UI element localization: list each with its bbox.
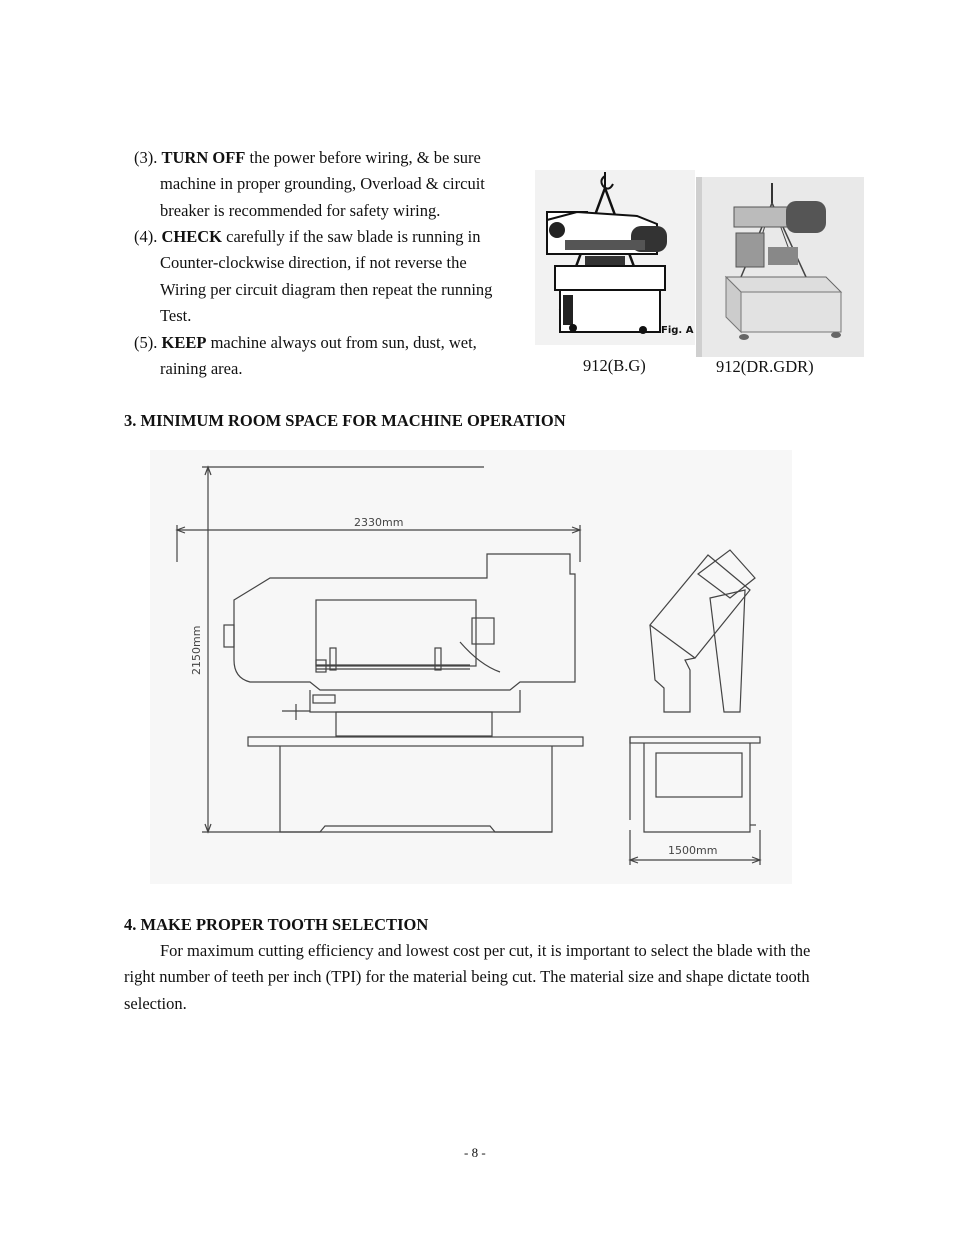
section-3-heading: 3. MINIMUM ROOM SPACE FOR MACHINE OPERATION xyxy=(124,411,566,430)
section-4-heading: 4. MAKE PROPER TOOTH SELECTION xyxy=(124,915,429,934)
photo-caption-dr-gdr: 912(DR.GDR) xyxy=(716,357,814,376)
section-4-body: For maximum cutting efficiency and lowest cost per cut, it is important to select the blade with the right number of teeth per inch (TPI) for the material being cut. The material size and shape dictate tooth selection. xyxy=(124,941,811,1013)
instruction-4-text: carefully if the saw blade is running in xyxy=(222,227,481,246)
instruction-4-number: (4). xyxy=(134,227,158,246)
saw-lifting-illustration-bg xyxy=(535,170,695,345)
fig-a-label: Fig. A xyxy=(661,325,694,336)
instruction-5-number: (5). xyxy=(134,333,158,352)
height-dimension-label: 2150mm xyxy=(190,625,203,675)
instruction-3-line-2: machine in proper grounding, Overload & circuit xyxy=(160,174,485,193)
width-dimension-label: 2330mm xyxy=(354,516,404,529)
instruction-5-line-2: raining area. xyxy=(160,359,243,378)
instruction-3-line-3: breaker is recommended for safety wiring. xyxy=(160,201,441,220)
instruction-5-keyword: KEEP xyxy=(161,333,207,352)
instruction-3-number: (3). xyxy=(134,148,158,167)
instruction-3-text: the power before wiring, & be sure xyxy=(245,148,481,167)
instruction-3-keyword: TURN OFF xyxy=(161,148,246,167)
instruction-4-line-4: Test. xyxy=(160,306,192,325)
depth-dimension-label: 1500mm xyxy=(668,844,718,857)
page-number: - 8 - xyxy=(464,1145,486,1160)
photo-caption-bg: 912(B.G) xyxy=(583,356,646,375)
instruction-4-line-3: Wiring per circuit diagram then repeat the running xyxy=(160,280,493,299)
instruction-5-text: machine always out from sun, dust, wet, xyxy=(206,333,477,352)
instruction-3-line-1 xyxy=(134,145,481,171)
room-space-diagram xyxy=(150,450,792,884)
instruction-4-line-2: Counter-clockwise direction, if not reverse the xyxy=(160,253,467,272)
instruction-4-line-1 xyxy=(134,224,480,250)
instruction-4-keyword: CHECK xyxy=(161,227,223,246)
instruction-5-line-1 xyxy=(134,330,477,356)
saw-lifting-illustration-dr-gdr xyxy=(696,177,864,357)
